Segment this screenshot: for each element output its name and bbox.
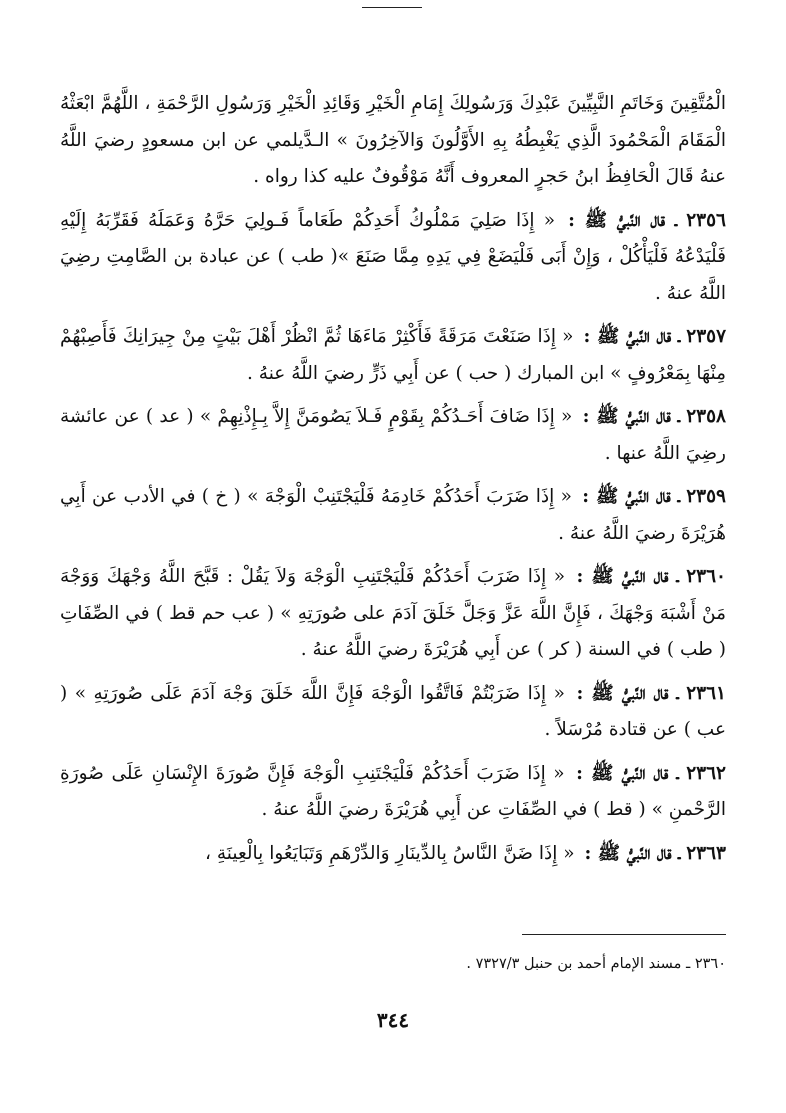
hadith-number: ٢٣٦١ bbox=[686, 682, 726, 704]
hadith-2362 bbox=[60, 756, 726, 829]
hadith-text: « إِذَا ضَافَ أَحَـدُكُمْ بِقَوْمٍ فَـلاَ يَصُومَنَّ إِلاَّ بِـإِذْنِهِمْ » ( عد ) عن عائشة رضِيَ اللَّهُ عنها . bbox=[60, 406, 726, 464]
page-number: ٣٤٤ bbox=[376, 1008, 410, 1032]
hadith-prefix: ـ قال النَّبيُّ ﷺ : bbox=[582, 406, 680, 427]
hadith-prefix: ـ قال النَّبيُّ ﷺ : bbox=[583, 326, 681, 347]
hadith-2359 bbox=[60, 479, 726, 552]
hadith-2363 bbox=[60, 836, 726, 873]
hadith-text: « إِذَا صَنَعْتَ مَرَقَةً فَأَكْثِرْ مَاءَهَا ثُمَّ انْظُرْ أَهْلَ بَيْتٍ مِنْ جِيرَانِكَ فَأَصِبْهُمْ مِنْهَا بِمَعْرُوفٍ » ابن المبارك ( حب ) عن أَبِي ذَرٍّ رضيَ اللَّهُ عنهُ . bbox=[60, 326, 726, 384]
hadith-number: ٢٣٥٧ bbox=[686, 326, 727, 347]
hadith-number: ٢٣٦٢ bbox=[686, 762, 726, 784]
hadith-2356 bbox=[60, 203, 726, 313]
hadith-prefix: ـ قال النَّبيُّ ﷺ : bbox=[576, 682, 679, 704]
hadith-number: ٢٣٦٣ bbox=[686, 842, 726, 864]
hadith-number: ٢٣٦٠ bbox=[686, 566, 726, 587]
hadith-2358 bbox=[60, 399, 726, 472]
footnote: ٢٣٦٠ ـ مسند الإمام أحمد بن حنبل ٧٣٢٧/٣ . bbox=[466, 956, 726, 972]
hadith-number: ٢٣٥٨ bbox=[686, 406, 726, 427]
top-rule bbox=[362, 7, 422, 8]
hadith-2357 bbox=[60, 319, 726, 392]
hadith-prefix: ـ قال النَّبيُّ ﷺ : bbox=[576, 566, 679, 587]
hadith-text: « إِذَا ضَرَبْتُمْ فَاتَّقُوا الْوَجْهَ فَإِنَّ اللَّهَ خَلَقَ وَجْهَ آدَمَ عَلَى صُورَتِهِ » ( عب ) عن قتادة مُرْسَلاً . bbox=[60, 682, 726, 740]
hadith-prefix: ـ قال النَّبيُّ ﷺ : bbox=[584, 842, 681, 864]
hadith-text: « إِذَا ضَرَبَ أَحَدُكُمْ خَادِمَهُ فَلْيَجْتَنِبْ الْوَجْهَ » ( خ ) في الأدب عن أَبِي هُرَيْرَةَ رضيَ اللَّهُ عنهُ . bbox=[60, 486, 726, 544]
hadith-prefix: ـ قال النَّبيُّ ﷺ : bbox=[582, 486, 680, 507]
footnote-divider bbox=[522, 934, 726, 935]
hadith-prefix: ـ قال النَّبيُّ ﷺ : bbox=[568, 209, 678, 231]
hadith-2361 bbox=[60, 676, 726, 749]
hadith-text: « إِذَا صَلِيَ مَمْلُوكُ أَحَدِكُمْ طَعَاماً فَـولِيَ حَرَّهُ وَعَمَلَهُ فَقَرِّبَهُ إِلَيْهِ فَلْيَدْعُهُ فَلْيَأْكُلْ ، وَإِنْ أَبَى فَلْيَضَعْ فِي يَدِهِ مِمَّا صَنَعَ »( طب ) عن عبادة بن الصَّامِتِ رضِيَ اللَّهُ عنهُ . bbox=[60, 209, 726, 304]
hadith-text: « إِذَا ضَنَّ النَّاسُ بِالدِّينَارِ وَالدِّرْهَمِ وَتَبَايَعُوا بِالْعِينَةِ ، bbox=[205, 842, 575, 864]
page-body bbox=[60, 86, 726, 872]
hadith-number: ٢٣٥٩ bbox=[686, 486, 726, 507]
hadith-text: « إِذَا ضَرَبَ أَحَدُكُمْ فَلْيَجْتَنِبِ الْوَجْهَ فَإِنَّ صُورَةَ الإِنْسَانِ عَلَى صُورَةِ الرَّحْمنِ » ( قط ) في الصِّفَاتِ عن أَبِي هُرَيْرَةَ رضيَ اللَّهُ عنهُ . bbox=[60, 762, 726, 820]
intro-paragraph: الْمُتَّقِينَ وَخَاتَمِ النَّبِيِّينَ عَبْدِكَ وَرَسُولِكَ إِمَامِ الْخَيْرِ وَقَائِدِ الْخَيْرِ وَرَسُولِ الرَّحْمَةِ ، اللَّهُمَّ ابْعَثْهُ الْمَقَامَ الْمَحْمُودَ الَّذِي يَغْبِطُهُ بِهِ الأَوَّلُونَ وَالآخِرُونَ » الـدَّيلمي عن ابن مسعودٍ رضيَ اللَّهُ عنهُ قَالَ الْحَافِظُ ابنُ حَجرٍ المعروف أَنَّهُ مَوْقُوفٌ عليه كذا رواه . bbox=[60, 93, 726, 187]
hadith-prefix: ـ قال النَّبيُّ ﷺ : bbox=[576, 762, 679, 784]
hadith-text: « إِذَا ضَرَبَ أَحَدُكُمْ فَلْيَجْتَنِبِ الْوَجْهَ وَلاَ يَقُلْ : قَبَّحَ اللَّهُ وَجْهَكَ وَوَجْهَ مَنْ أَشْبَهَ وَجْهَكَ ، فَإِنَّ اللَّهَ عَزَّ وَجَلَّ خَلَقَ آدَمَ على صُورَتِهِ » ( عب حم قط ) في الصِّفَاتِ ( طب ) في السنة ( كر ) عن أَبِي هُرَيْرَةَ رضيَ اللَّهُ عنهُ . bbox=[60, 566, 726, 660]
hadith-2360 bbox=[60, 559, 726, 669]
hadith-number: ٢٣٥٦ bbox=[686, 209, 726, 231]
